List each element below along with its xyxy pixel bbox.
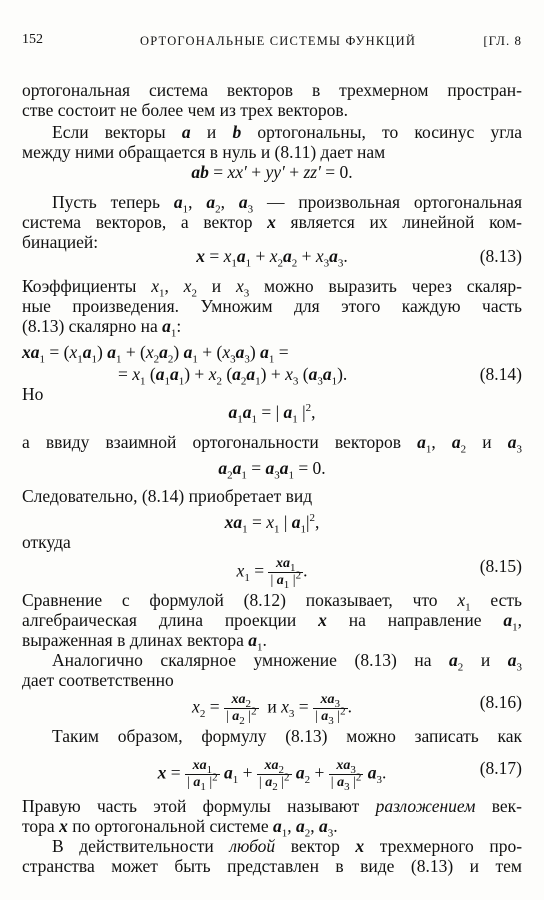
equation-number: (8.13) [479,246,522,266]
equation: = $x_1$ $(a_1a_1) + x_2$ $(a_2a_1) + x_3$ $(a_3a_1)$. [118,364,348,388]
text-line: система векторов, а вектор x является их линейной ком- [22,212,522,232]
text-line: между ними обращается в нуль и (8.11) дает нам [22,142,386,162]
chapter-label: [ГЛ. 8 [483,33,522,48]
text-line: Пусть теперь $a_1$, $a_2$, $a_3$ — произвольная ортогональная [52,192,522,216]
text-line: Аналогично скалярное умножение (8.13) на $a_2$ и $a_3$ [52,650,523,674]
text-line: выраженная в длинах вектора $a_1$. [22,630,267,654]
text-line: Коэффициенты $x_1$, $x_2$ и $x_3$ можно выразить через скаляр- [22,276,523,300]
equation: $x_2$ = $\frac{xa_2}{| a_2 |^2}$ и $x_3$ = $\frac{xa_3}{| a_3 |^2}$ . [192,692,352,727]
equation-number: (8.14) [479,364,522,384]
text-line: В действительности любой вектор x трехмерного про- [52,836,523,856]
text-line: Сравнение с формулой (8.12) показывает, что $x_1$ есть [22,590,522,614]
text-line: а ввиду взаимной ортогональности векторов $a_1$, $a_2$ и $a_3$ [22,432,523,456]
text-line: Правую часть этой формулы называют разложением век- [22,796,522,816]
equation: $x_1$ = $\frac{xa_1}{| a_1 |^2}$ . [236,556,308,591]
page-header [22,32,522,52]
equation-number: (8.15) [479,556,522,576]
page-number: 152 [22,32,43,47]
equation-number: (8.16) [479,692,522,712]
text-line: Следовательно, (8.14) приобретает вид [22,486,313,506]
text-line: странства может быть представлен в виде (8.13) и тем [22,856,522,876]
equation: $x = x_1a_1 + x_2a_2 + x_3a_3$. [196,246,348,270]
text-line: (8.13) скалярно на $a_1$: [22,316,182,340]
text-line: Если векторы a и b ортогональны, то косинус угла [52,122,523,142]
text-line: тора x по ортогональной системе $a_1$, $a_2$, $a_3$. [22,816,338,840]
text-line: Но [22,384,44,404]
text-line: Таким образом, формулу (8.13) можно записать как [52,726,522,746]
equation: x = $\frac{xa_1}{| a_1 |^2}$ $a_1$ + $\frac{xa_2}{| a_2 |^2}$ $a_2$ + $\frac{xa_3}{| a_3 |^2}$ $a_3$. [157,758,387,793]
text-line: ные произведения. Умножим для этого каждую часть [22,296,522,316]
running-title: ОРТОГОНАЛЬНЫЕ СИСТЕМЫ ФУНКЦИЙ [140,34,417,48]
equation: $a_2a_1 = a_3a_1 = 0$. [218,458,326,482]
equation: ab = xx′ + yy′ + zz′ = 0. [191,162,353,182]
equation-number: (8.17) [479,758,522,778]
equation: $a_1a_1$ = | $a_1$ $|^2$, [228,402,316,426]
text-line: дает соответственно [22,670,174,690]
equation: $xa_1 = (x_1a_1) a_1 + (x_2a_2) a_1 + (x_3a_3) a_1$ = [22,342,289,366]
equation: $xa_1 = x_1$ | $a_1|^2$, [224,512,320,536]
text-line: ортогональная система векторов в трехмерном простран- [22,80,522,100]
text-line: откуда [22,532,71,552]
text-line: алгебраическая длина проекции x на направление $a_1$, [22,610,523,634]
text-line: стве состоит не более чем из трех векторов. [22,100,349,120]
text-line: бинацией: [22,232,99,252]
